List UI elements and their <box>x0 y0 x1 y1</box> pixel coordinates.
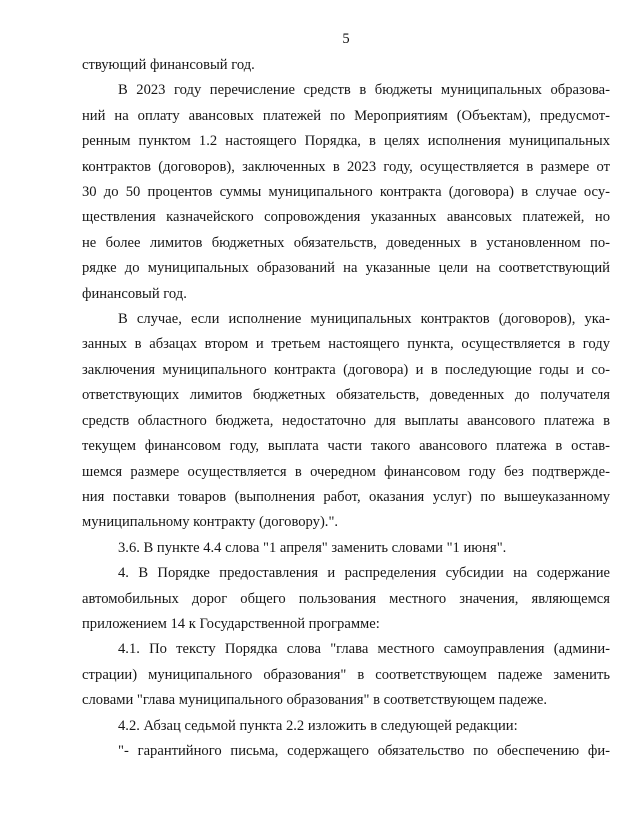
paragraph <box>82 78 610 307</box>
text-line: средств областного бюджета, недостаточно для выплаты авансового платежа в <box>82 412 610 429</box>
text-line: 4.2. Абзац седьмой пункта 2.2 изложить в следующей редакции: <box>118 717 518 734</box>
paragraph <box>82 637 610 713</box>
text-line: В случае, если исполнение муниципальных контрактов (договоров), ука- <box>118 311 610 328</box>
text-line: муниципальному контракту (договору).". <box>82 514 339 531</box>
text-line: не более лимитов бюджетных обязательств, доведенных в установленном по- <box>82 234 610 251</box>
text-line: ществления казначейского сопровождения указанных авансовых платежей, но <box>82 209 610 226</box>
text-line: заключения муниципального контракта (договора) и в последующие годы и со- <box>82 361 610 378</box>
paragraph <box>82 714 610 739</box>
text-line: занных в абзацах втором и третьем настоящего пункта, осуществляется в году <box>82 336 610 353</box>
text-line: В 2023 году перечисление средств в бюджеты муниципальных образова- <box>118 82 610 99</box>
text-line: ренным пунктом 1.2 настоящего Порядка, в целях исполнения муниципальных <box>82 133 610 150</box>
text-line: шемся размере осуществляется в очередном финансовом году без подтвержде- <box>82 463 610 480</box>
paragraph <box>82 307 610 536</box>
text-line: автомобильных дорог общего пользования местного значения, являющемся <box>82 590 610 607</box>
text-line: текущем финансовом году, выплата части такого авансового платежа в остав- <box>82 438 610 455</box>
text-line: финансовый год. <box>82 285 187 302</box>
text-line: рядке до муниципальных образований на указанные цели на соответствующий <box>82 260 610 277</box>
text-line: "- гарантийного письма, содержащего обязательство по обеспечению фи- <box>118 742 610 759</box>
text-line: ствующий финансовый год. <box>82 57 255 73</box>
text-line: ответствующих лимитов бюджетных обязательств, доведенных до получателя <box>82 387 610 404</box>
paragraph <box>82 536 610 561</box>
text-line: ния поставки товаров (выполнения работ, оказания услуг) по вышеуказанному <box>82 488 610 505</box>
document-body <box>82 53 610 764</box>
text-line: 4. В Порядке предоставления и распределения субсидии на содержание <box>118 565 610 582</box>
text-line: ний на оплату авансовых платежей по Мероприятиям (Объектам), предусмот- <box>82 107 610 124</box>
text-line: 4.1. По тексту Порядка слова "глава местного самоуправления (админи- <box>118 641 610 658</box>
paragraph <box>82 561 610 637</box>
text-line: 3.6. В пункте 4.4 слова "1 апреля" заменить словами "1 июня". <box>118 539 507 556</box>
paragraph <box>82 53 610 78</box>
paragraph <box>82 739 610 764</box>
text-line: 30 до 50 процентов суммы муниципального контракта (договора) в случае осу- <box>82 184 610 201</box>
page-number: 5 <box>342 31 350 47</box>
text-line: страции) муниципального образования" в соответствующем падеже заменить <box>82 666 610 683</box>
text-line: словами "глава муниципального образования" в соответствующем падеже. <box>82 692 547 709</box>
text-line: приложением 14 к Государственной программе: <box>82 615 380 632</box>
text-line: контрактов (договоров), заключенных в 2023 году, осуществляется в размере от <box>82 158 610 175</box>
